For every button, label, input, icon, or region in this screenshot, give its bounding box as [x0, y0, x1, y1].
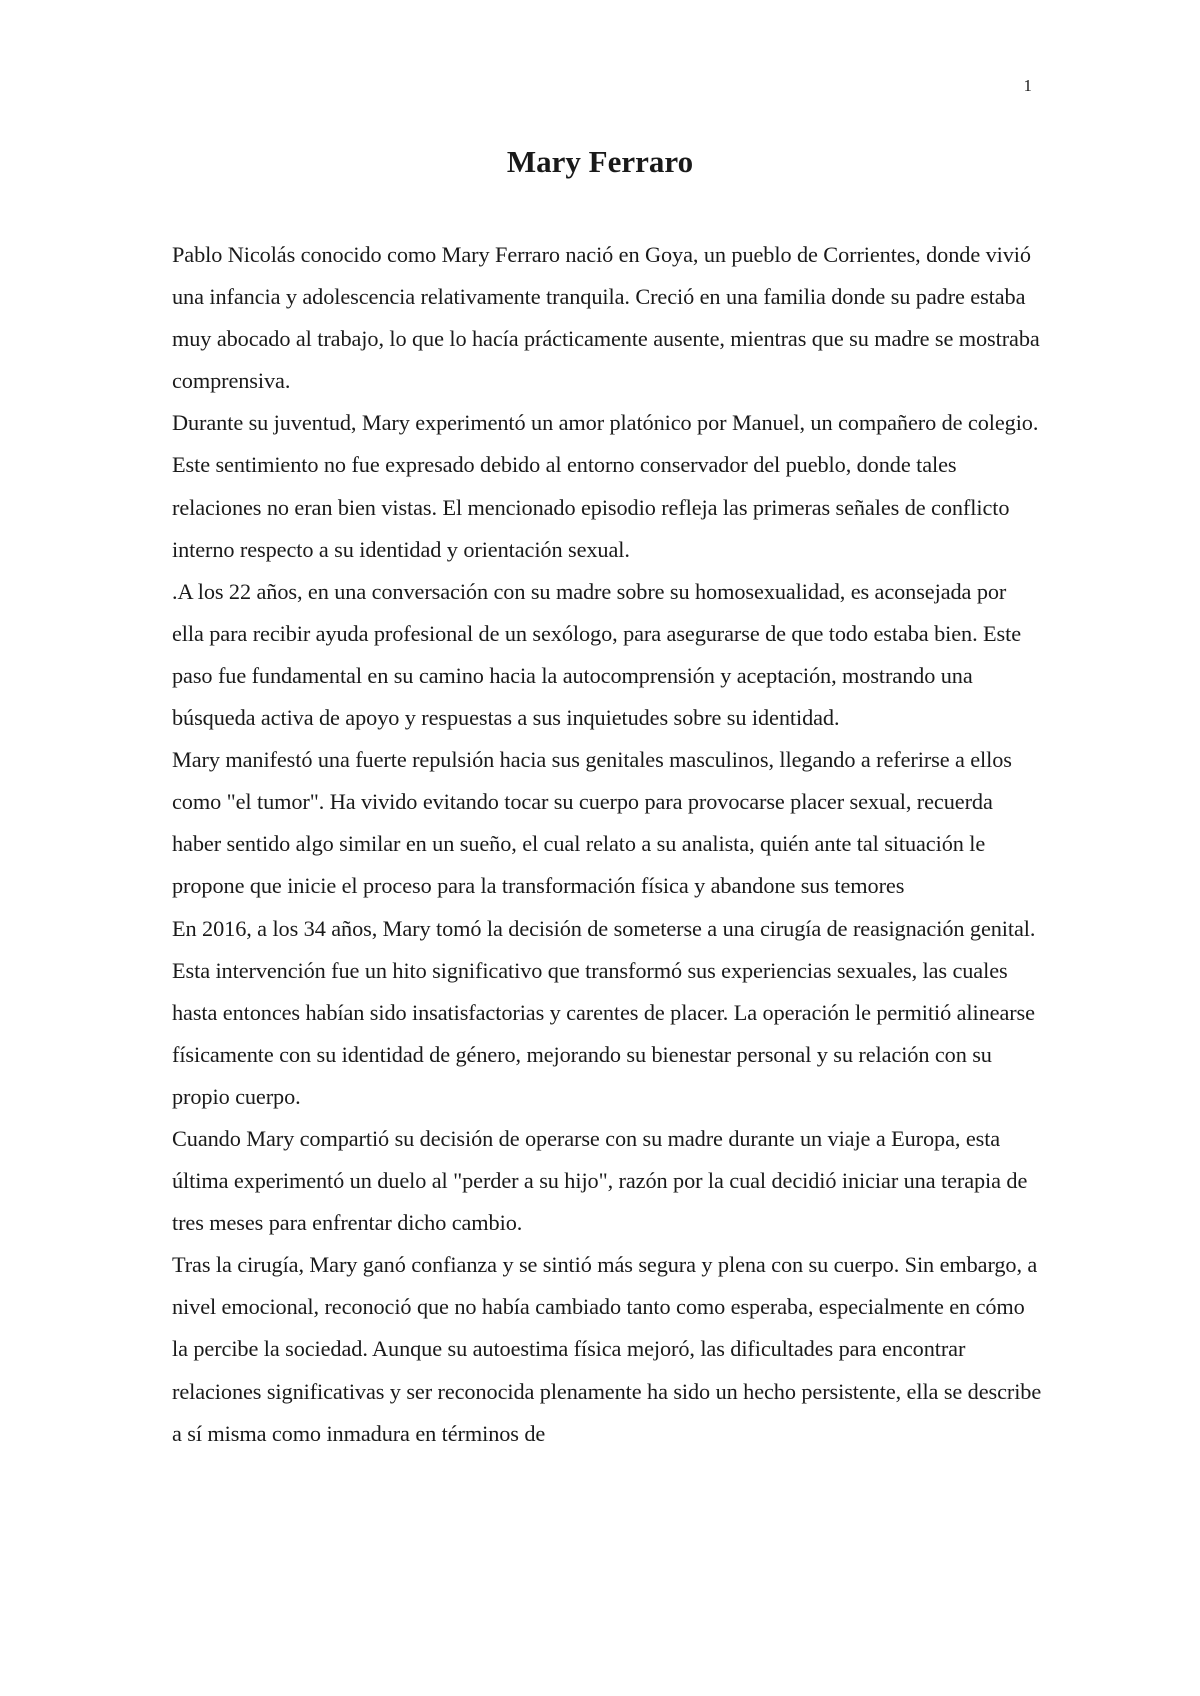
paragraph-6: Cuando Mary compartió su decisión de operarse con su madre durante un viaje a Europa, esta última experimentó un duelo al "perder a su hijo", razón por la cual decidió iniciar una terapia de tres meses para enfrentar dicho cambio.: [172, 1125, 1028, 1236]
paragraph-7: Tras la cirugía, Mary ganó confianza y se sintió más segura y plena con su cuerpo. Sin embargo, a nivel emocional, reconoció que no había cambiado tanto como esperaba, especialmente en cómo la percibe la sociedad. Aunque su autoestima física mejoró, las dificultades para encontrar relaciones significativas y ser reconocida plenamente ha sido un hecho persistente, ella se describe a sí misma como inmadura en términos de: [172, 1252, 1042, 1446]
paragraph-5: En 2016, a los 34 años, Mary tomó la decisión de someterse a una cirugía de reasignación genital. Esta intervención fue un hito significativo que transformó sus experiencias sexuales, las cuales hasta entonces habían sido insatisfactorias y carentes de placer. La operación le permitió alinearse físicamente con su identidad de género, mejorando su bienestar personal y su relación con su propio cuerpo.: [172, 915, 1036, 1109]
paragraph-4: Mary manifestó una fuerte repulsión hacia sus genitales masculinos, llegando a referirse a ellos como "el tumor". Ha vivido evitando tocar su cuerpo para provocarse placer sexual, recuerda haber sentido algo similar en un sueño, el cual relato a su analista, quién ante tal situación le propone que inicie el proceso para la transformación física y abandone sus temores: [172, 747, 1012, 899]
document-title: Mary Ferraro: [506, 144, 694, 179]
paragraph-2: Durante su juventud, Mary experimentó un amor platónico por Manuel, un compañero de colegio. Este sentimiento no fue expresado debido al entorno conservador del pueblo, donde tales relaciones no eran bien vistas. El mencionado episodio refleja las primeras señales de conflicto interno respecto a su identidad y orientación sexual.: [172, 410, 1039, 562]
document-body: [172, 234, 1042, 1455]
paragraph-3: .A los 22 años, en una conversación con su madre sobre su homosexualidad, es aconsejada por ella para recibir ayuda profesional de un sexólogo, para asegurarse de que todo estaba bien. Este paso fue fundamental en su camino hacia la autocomprensión y aceptación, mostrando una búsqueda activa de apoyo y respuestas a sus inquietudes sobre su identidad.: [172, 578, 1022, 731]
paragraph-1: Pablo Nicolás conocido como Mary Ferraro nació en Goya, un pueblo de Corrientes, donde vivió una infancia y adolescencia relativamente tranquila. Creció en una familia donde su padre estaba muy abocado al trabajo, lo que lo hacía prácticamente ausente, mientras que su madre se mostraba comprensiva.: [172, 242, 1040, 394]
page-number: 1: [1023, 76, 1032, 95]
